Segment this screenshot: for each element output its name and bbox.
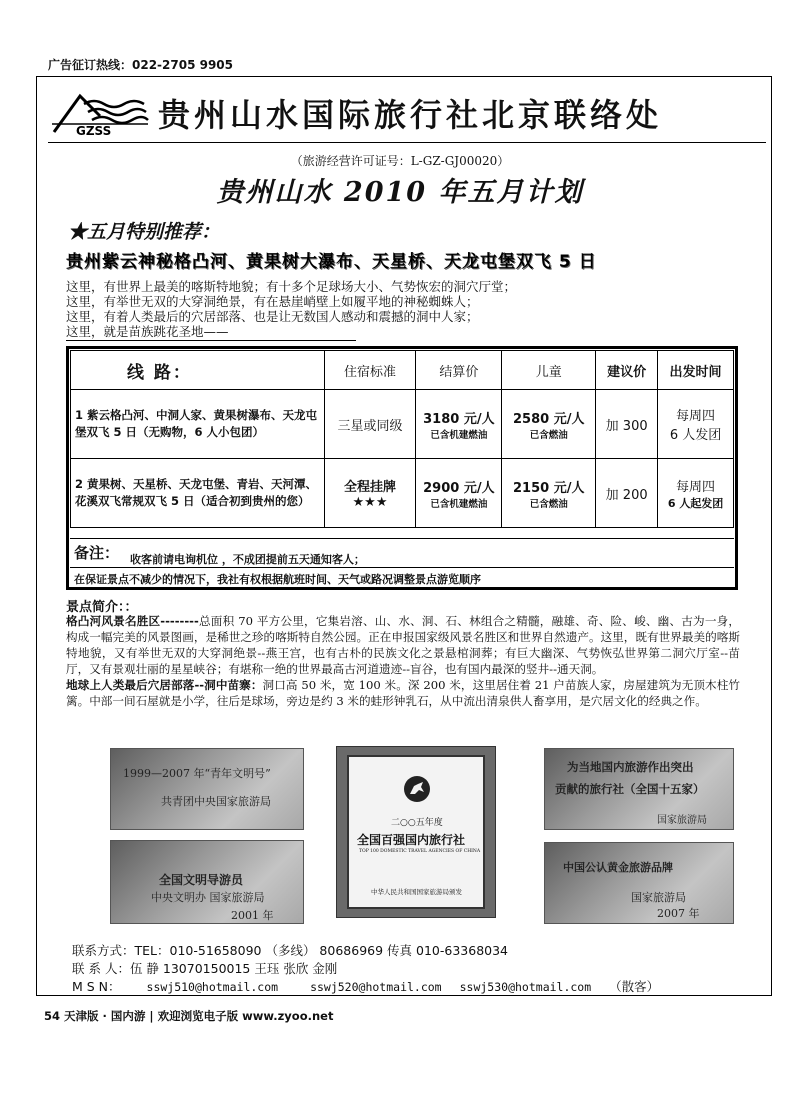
table-row [71,390,734,459]
route-cell: 1 紫云格凸河、中洞人家、黄果树瀑布、天龙屯堡双飞 5 日（无购物，6 人小包团） [71,390,325,459]
child-cell [502,459,596,528]
page-footer: 54 天津版 · 国内游 | 欢迎浏览电子版 www.zyoo.net [44,1009,334,1023]
price-note: 已含机建燃油 [430,429,488,441]
featured-route-title: 贵州紫云神秘格凸河、黄果树大瀑布、天星桥、天龙屯堡双飞 5 日 [66,252,597,272]
lodging-cell [324,459,416,528]
plaque-text: 为当地国内旅游作出突出 [567,760,694,774]
plan-title: 贵州山水 2010 年五月计划 [216,177,584,208]
header-child: 儿童 [502,351,596,390]
price-cell [416,390,502,459]
depart-cell [658,459,734,528]
scenic-text [66,613,740,709]
depart-group: 6 人起发团 [667,496,724,510]
header-suggest: 建议价 [596,351,658,390]
certificate-title: 全国百强国内旅行社 [357,833,466,847]
suggest-cell: 加 300 [596,390,658,459]
depart-cell [658,390,734,459]
route-cell: 2 黄果树、天星桥、天龙屯堡、青岩、天河潭、花溪双飞常规双飞 5 日（适合初到贵州的您） [71,459,325,528]
logo-text: GZSS [76,124,112,136]
intro-divider [66,340,356,341]
plaque-text: 国家旅游局 [657,815,707,826]
award-plaque-contribution [544,748,734,830]
remarks-line-2: 在保证景点不减少的情况下，我社有权根据航班时间、天气或路况调整景点游览顺序 [74,573,481,586]
lodging-stars: ★★★ [352,495,388,510]
msn-note: （散客） [609,979,660,994]
suggest-cell: 加 200 [596,459,658,528]
scenic-title-cave: 地球上人类最后穴居部落--洞中苗寨： [66,678,263,692]
award-plaque-golden-brand [544,842,734,924]
gzss-logo-icon [50,86,150,136]
header-price: 结算价 [416,351,502,390]
scenic-heading: 景点简介：： [66,600,138,615]
plaque-text: 中国公认黄金旅游品牌 [563,861,673,874]
msn-address[interactable]: sswj520@hotmail.com [310,980,442,994]
contact-phone-line: 联系方式：TEL：010-51658090 （多线） 80686969 传真 010-63368034 [72,943,508,958]
intro-line: 这里，就是苗族跳花圣地—— [66,324,229,339]
child-price-value: 2150 元/人 [513,480,585,496]
lodging-value: 全程挂牌 [344,480,397,495]
scenic-desc-cave: 洞口高 50 米，宽 100 米。深 200 米，这里居住着 21 户苗族人家，房屋建筑为无顶木柱竹篱。中部一间石屋就是小学，往后是球场，旁边是约 3 米的蛙形钟乳石，从中流出清泉供人畜享用，是穴居文化的经典之作。 [66,678,741,708]
contact-people-line: 联 系 人：伍 静 13070150015 王珏 张欣 金刚 [72,961,338,976]
intro-line: 这里，有着人类最后的穴居部落、也是让无数国人感动和震撼的洞中人家； [66,309,479,324]
plaque-text: 贡献的旅行社（全国十五家） [555,782,705,796]
certificate-face [347,755,485,909]
price-value: 3180 元/人 [423,411,495,427]
plaque-text: 全国文明导游员 [159,873,244,887]
table-header-row [71,351,734,390]
certificate-issuer: 中华人民共和国国家旅游局颁发 [371,888,462,896]
plaque-text: 2001 年 [231,909,274,922]
plaque-text: 中央文明办 国家旅游局 [151,891,265,904]
plaque-text: 2007 年 [657,907,700,920]
remarks-label: 备注： [74,544,120,562]
price-table [70,350,734,528]
remarks-line-1: 收客前请电询机位 ，不成团提前五天通知客人； [130,553,365,566]
header-depart: 出发时间 [658,351,734,390]
price-value: 2900 元/人 [423,480,495,496]
certificate-year: 二○○五年度 [391,818,443,828]
depart-day: 每周四 [676,409,716,424]
table-row [71,459,734,528]
contact-info [72,942,659,996]
child-cell [502,390,596,459]
lodging-cell: 三星或同级 [324,390,416,459]
price-note: 已含机建燃油 [430,498,488,510]
remarks-box [70,538,734,589]
contact-msn-line [72,978,659,996]
header-route: 线 路： [71,351,325,390]
msn-address[interactable]: sswj530@hotmail.com [459,980,592,994]
company-name: 贵州山水国际旅行社北京联络处 [158,96,663,134]
ad-hotline: 广告征订热线：022-2705 9905 [48,58,234,72]
scenic-title-getu: 格凸河风景名胜区-------- [66,614,199,628]
depart-group: 6 人发团 [669,428,722,443]
plaque-text: 共青团中央国家旅游局 [161,795,271,808]
top100-certificate [336,746,496,918]
price-cell [416,459,502,528]
scenic-desc-getu: 总面积 70 平方公里，它集岩溶、山、水、洞、石、林组合之精髓，融雄、奇、险、峻、幽、古为一身，构成一幅完美的风景图画，是稀世之珍的喀斯特自然公园。正在申报国家级风景名胜区和世界自然遗产。这里，既有世界最美的喀斯特地貌，又有举世无双的大穿洞绝景--燕王宫，也有古朴的民族文化之景悬棺洞葬；有巨大幽深、气势恢弘世界第二洞穴厅室--苗厅，又有景观壮丽的星星峡谷；有堪称一绝的世界最高古河道遗迹--盲谷，也有国内最深的竖井--通天洞。 [66,614,740,676]
plaque-text: 1999—2007 年“青年文明号” [123,767,271,780]
horse-emblem-icon [403,775,431,803]
child-price-note: 已含燃油 [529,498,568,510]
msn-label: M S N： [72,979,121,994]
header-lodging: 住宿标准 [324,351,416,390]
plaque-text: 国家旅游局 [631,891,686,904]
special-recommend-label: ★五月特别推荐： [68,221,221,243]
intro-text [66,279,516,339]
msn-address[interactable]: sswj510@hotmail.com [146,980,279,994]
license-number: （旅游经营许可证号：L-GZ-GJ00020） [290,154,510,168]
child-price-note: 已含燃油 [529,429,568,441]
award-plaque-guide [110,840,304,924]
depart-day: 每周四 [676,479,716,495]
award-plaque-youth [110,748,304,830]
remarks-divider [70,567,734,568]
certificate-english: TOP 100 DOMESTIC TRAVEL AGENCIES OF CHINA [359,849,481,854]
intro-line: 这里，有举世无双的大穿洞绝景，有在悬崖峭壁上如履平地的神秘蜘蛛人； [66,294,479,309]
intro-line: 这里，有世界上最美的喀斯特地貌；有十多个足球场大小、气势恢宏的洞穴厅堂； [66,279,517,294]
child-price-value: 2580 元/人 [513,411,585,427]
header-divider [48,142,766,143]
